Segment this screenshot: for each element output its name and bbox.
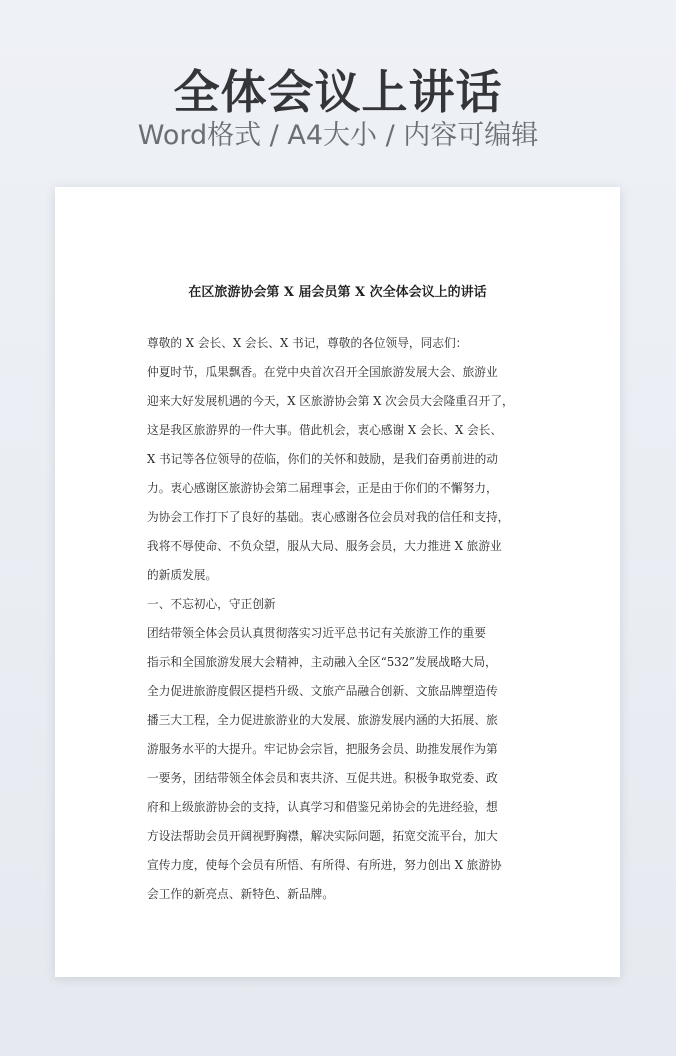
page-title: 全体会议上讲话	[173, 65, 503, 119]
page-subtitle: Word格式 / A4大小 / 内容可编辑	[137, 120, 539, 151]
document-line: 这是我区旅游界的一件大事。借此机会，衷心感谢 X 会长、X 会长、	[147, 423, 503, 437]
document-line: 指示和全国旅游发展大会精神，主动融入全区“532”发展战略大局，	[147, 655, 497, 669]
document-title: 在区旅游协会第 X 届会员第 X 次全体会议上的讲话	[188, 285, 487, 300]
document-line: 宣传力度，使每个会员有所悟、有所得、有所进，努力创出 X 旅游协	[147, 858, 502, 872]
document-line: 迎来大好发展机遇的今天，X 区旅游协会第 X 次会员大会隆重召开了，	[147, 394, 514, 408]
document-line: 力。衷心感谢区旅游协会第二届理事会，正是由于你们的不懈努力，	[147, 481, 498, 495]
document-line: 播三大工程，全力促进旅游业的大发展、旅游发展内涵的大拓展、旅	[147, 713, 498, 727]
document-page	[55, 187, 620, 977]
document-line: 会工作的新亮点、新特色、新品牌。	[147, 887, 335, 901]
document-line: 的新质发展。	[147, 568, 218, 582]
document-line: 游服务水平的大提升。牢记协会宗旨，把服务会员、助推发展作为第	[147, 742, 498, 756]
document-line: 我将不辱使命、不负众望，服从大局、服务会员，大力推进 X 旅游业	[147, 539, 502, 553]
document-line: 团结带领全体会员认真贯彻落实习近平总书记有关旅游工作的重要	[147, 626, 486, 640]
document-line: 仲夏时节，瓜果飘香。在党中央首次召开全国旅游发展大会、旅游业	[147, 365, 498, 379]
document-line: 为协会工作打下了良好的基础。衷心感谢各位会员对我的信任和支持，	[147, 510, 510, 524]
document-line: X 书记等各位领导的莅临，你们的关怀和鼓励，是我们奋勇前进的动	[147, 452, 498, 466]
section-heading: 一、不忘初心，守正创新	[147, 597, 276, 611]
document-line: 尊敬的 X 会长、X 会长、X 书记，尊敬的各位领导，同志们：	[147, 336, 468, 350]
document-line: 府和上级旅游协会的支持，认真学习和借鉴兄弟协会的先进经验，想	[147, 800, 498, 814]
document-body	[147, 329, 543, 909]
document-line: 方设法帮助会员开阔视野胸襟，解决实际问题，拓宽交流平台，加大	[147, 829, 498, 843]
document-line: 全力促进旅游度假区提档升级、文旅产品融合创新、文旅品牌塑造传	[147, 684, 498, 698]
document-line: 一要务，团结带领全体会员和衷共济、互促共进。积极争取党委、政	[147, 771, 498, 785]
